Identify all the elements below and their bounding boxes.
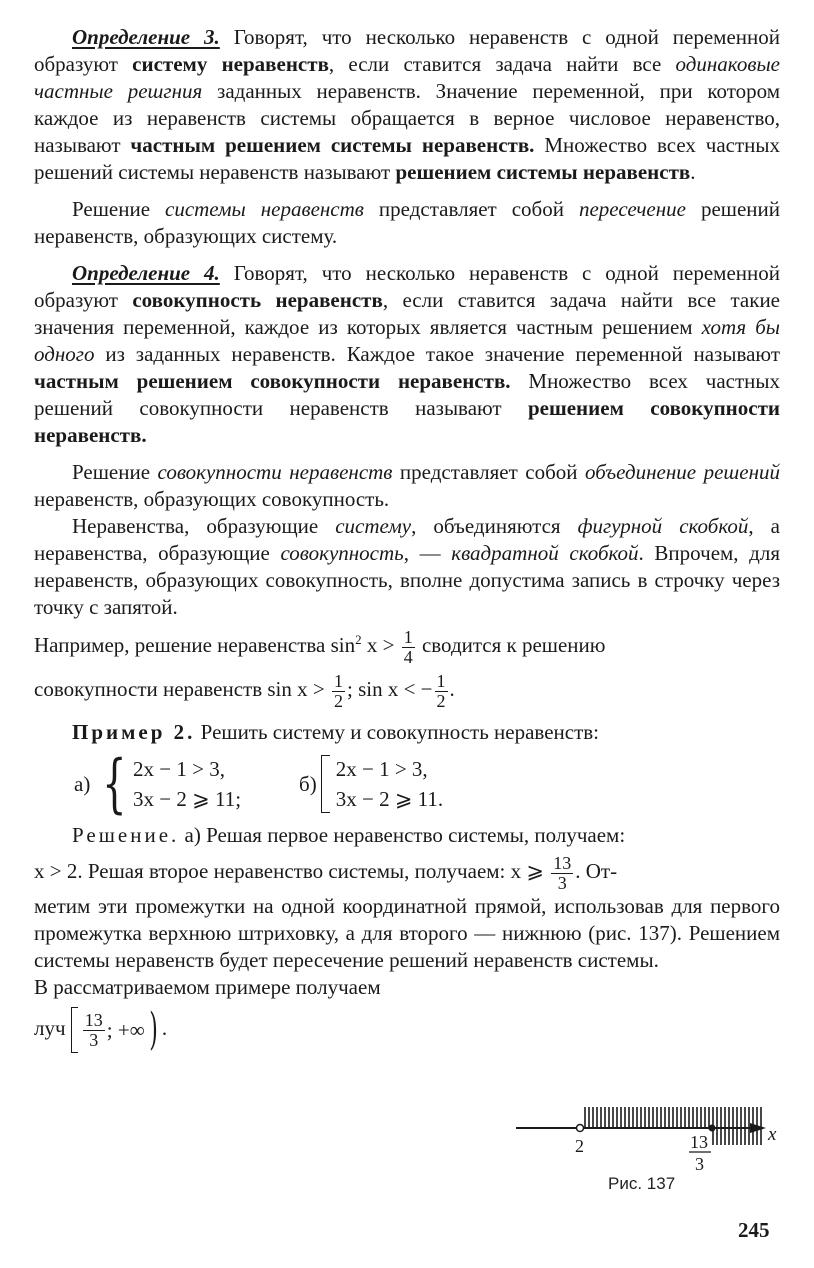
fraction-one-half: $\frac{1}{2}$ [333, 670, 343, 711]
example-2-heading: Пример 2. [72, 720, 196, 744]
example-2-statement: Пример 2. Решить систему и совокупность неравенств: [72, 720, 600, 744]
label-3: 3 [695, 1154, 704, 1174]
definition-4: Определение 4. Говорят, что несколько неравенств с одной переменной образуют совокупность неравенств, если ставится задача найти все такие значения переменной, каждое из которых является частным решением хотя бы одного из заданных неравенств. Каждое такое значение переменной называют частным решением совокупности неравенств. Множество всех частных решений совокупности неравенств называют решением совокупности неравенств. [34, 261, 781, 447]
number-line-figure [512, 1102, 792, 1212]
system-b: 2x − 1 > 3, 3x − 2 ⩾ 11. [335, 757, 444, 811]
solution-body: метим эти промежутки на одной координатной прямой, использовав для первого промежутка верхнюю штриховку, а для второго — нижнюю (рис. 137). Решением системы неравенств будет пересечение решений неравенств системы. [34, 894, 780, 972]
solution-ray: луч $\frac{13}{3}$ ; +∞ ) . [34, 1004, 168, 1055]
fraction-13-3: $\frac{13}{3}$ [553, 852, 572, 893]
solution-line-2: x > 2. Решая второе неравенство системы, получаем: x ⩾ $\frac{13}{3}$ . От- [34, 852, 618, 893]
ray-interval: $\frac{13}{3}$ ; +∞ ) [71, 1007, 162, 1053]
curly-brace-icon: { [102, 747, 127, 821]
label-13: 13 [690, 1132, 708, 1152]
solution-line-1: Решение. а) Решая первое неравенство системы, получаем: [72, 823, 626, 847]
page-number: 245 [738, 1218, 770, 1242]
right-paren-icon: ) [148, 1004, 158, 1055]
example-sin-paragraph: Например, решение неравенства $\sin^2 x$ > $\frac{1}{4}$ сводится к решению совокупности неравенств sin x > $\frac{1}{2}$ ; sin x < − $\frac{1}{2}$ . [34, 626, 606, 711]
square-bracket-icon [321, 755, 330, 813]
fraction-minus-one-half: $\frac{1}{2}$ [436, 670, 446, 711]
notation-paragraph: Неравенства, образующие систему, объединяются фигурной скобкой, а неравенства, образующие совокупность, — квадратной скобкой. Впрочем, для неравенств, образующих совокупность, вполне допустима запись в строчку через точку с запятой. [34, 514, 781, 619]
upper-hatching [582, 1107, 764, 1127]
closed-point-13-3 [709, 1125, 716, 1132]
left-bracket-icon [71, 1007, 78, 1053]
solution-result: В рассматриваемом примере получаем [34, 975, 381, 999]
lower-hatching [712, 1129, 762, 1145]
example-systems: а) { 2x − 1 > 3, 3x − 2 ⩾ 11; б) 2x − 1 > 3, 3x − 2 ⩾ 11. [74, 747, 444, 821]
definition-3: Определение 3. Говорят, что несколько неравенств с одной переменной образуют систему неравенств, если ставится задача найти все одинаковые частные решгния заданных неравенств. Значение переменной, при котором каждое из неравенств системы обращается в верное числовое неравенство, называют частным решением системы неравенств. Множество всех частных решений системы неравенств называют решением системы неравенств. [34, 25, 780, 184]
figure-caption: Рис. 137 [608, 1174, 676, 1193]
page-text [34, 24, 780, 1053]
union-paragraph: Решение совокупности неравенств представляет собой объединение решений неравенств, образующих совокупность. [34, 460, 780, 511]
system-solution-paragraph: Решение системы неравенств представляет собой пересечение решений неравенств, образующих систему. [34, 197, 780, 248]
definition-4-heading: Определение 4. [72, 261, 220, 285]
axis-label-x: x [768, 1124, 777, 1145]
label-2: 2 [575, 1136, 584, 1156]
open-point-2 [577, 1125, 584, 1132]
solution-heading: Решение. [72, 823, 180, 847]
fraction-one-quarter: $\frac{1}{4}$ [403, 626, 413, 667]
definition-3-heading: Определение 3. [72, 25, 220, 49]
system-a: 2x − 1 > 3, 3x − 2 ⩾ 11; [133, 757, 242, 811]
